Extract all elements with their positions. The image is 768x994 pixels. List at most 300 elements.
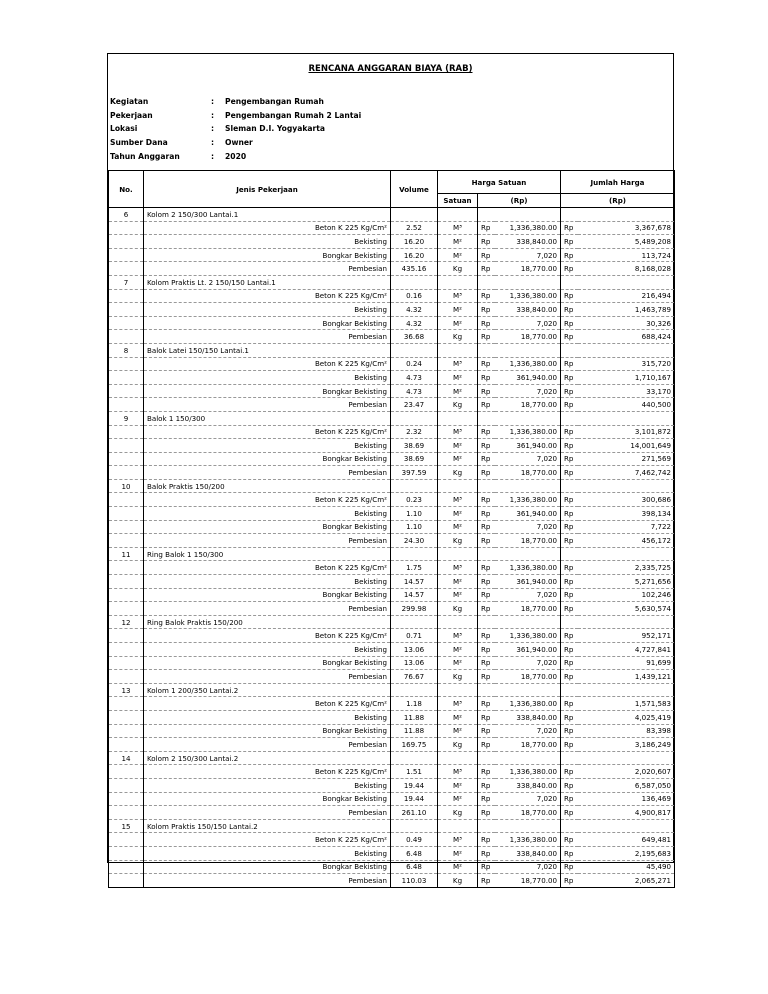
item-total: 649,481 [578,833,675,847]
item-row [109,466,675,480]
item-row [109,575,675,589]
total-rp-cell [561,411,578,425]
item-price-currency: Rp [478,833,495,847]
item-unit: M² [438,792,478,806]
price-rp-cell [478,683,495,697]
total-cell [578,683,675,697]
item-name: Bongkar Bekisting [144,588,391,602]
item-volume: 24.30 [391,534,438,548]
price-cell [495,343,561,357]
item-volume: 0.16 [391,289,438,303]
price-cell [495,479,561,493]
section-no: 12 [109,615,144,629]
item-total-currency: Rp [561,398,578,412]
item-unit-price: 18,770.00 [495,534,561,548]
price-cell [495,819,561,833]
item-price-currency: Rp [478,493,495,507]
item-no-cell [109,792,144,806]
item-no-cell [109,303,144,317]
header-jumlah-harga: Jumlah Harga [561,171,675,194]
item-total-currency: Rp [561,466,578,480]
section-row [109,819,675,833]
section-name: Kolom 1 200/350 Lantai.2 [144,683,391,697]
unit-cell [438,615,478,629]
item-volume: 1.10 [391,520,438,534]
item-unit: M² [438,846,478,860]
item-name: Beton K 225 Kg/Cm² [144,765,391,779]
item-unit-price: 1,336,380.00 [495,697,561,711]
item-unit-price: 338,840.00 [495,710,561,724]
item-total: 1,463,789 [578,303,675,317]
item-unit: M³ [438,425,478,439]
item-name: Bekisting [144,710,391,724]
item-total-currency: Rp [561,765,578,779]
item-unit: M² [438,643,478,657]
item-unit: M² [438,384,478,398]
item-total: 952,171 [578,629,675,643]
price-rp-cell [478,615,495,629]
item-price-currency: Rp [478,357,495,371]
item-unit-price: 1,336,380.00 [495,357,561,371]
item-total-currency: Rp [561,221,578,235]
item-volume: 1.10 [391,507,438,521]
section-name: Kolom 2 150/300 Lantai.2 [144,751,391,765]
item-row [109,765,675,779]
header-harga-satuan: Harga Satuan [438,171,561,194]
item-unit: M² [438,303,478,317]
section-row [109,751,675,765]
item-total: 5,271,656 [578,575,675,589]
price-cell [495,615,561,629]
item-total-currency: Rp [561,534,578,548]
item-name: Bongkar Bekisting [144,384,391,398]
item-unit-price: 7,020 [495,384,561,398]
item-total-currency: Rp [561,778,578,792]
item-volume: 2.52 [391,221,438,235]
volume-cell [391,343,438,357]
total-cell [578,751,675,765]
item-volume: 0.71 [391,629,438,643]
item-no-cell [109,248,144,262]
item-unit-price: 1,336,380.00 [495,765,561,779]
info-colon: : [211,110,215,120]
item-unit: Kg [438,806,478,820]
item-price-currency: Rp [478,697,495,711]
item-row [109,860,675,874]
item-total: 5,489,208 [578,235,675,249]
item-total-currency: Rp [561,670,578,684]
item-unit: M² [438,520,478,534]
item-total-currency: Rp [561,833,578,847]
item-total-currency: Rp [561,806,578,820]
section-no: 15 [109,819,144,833]
item-total-currency: Rp [561,860,578,874]
total-cell [578,819,675,833]
item-unit-price: 7,020 [495,792,561,806]
volume-cell [391,479,438,493]
item-row [109,670,675,684]
item-total-currency: Rp [561,643,578,657]
item-total-currency: Rp [561,330,578,344]
header-satuan: Satuan [438,194,478,208]
item-name: Beton K 225 Kg/Cm² [144,425,391,439]
item-name: Bekisting [144,778,391,792]
item-volume: 14.57 [391,575,438,589]
item-price-currency: Rp [478,710,495,724]
item-total: 3,186,249 [578,738,675,752]
item-no-cell [109,221,144,235]
item-price-currency: Rp [478,588,495,602]
item-row [109,384,675,398]
item-total: 2,020,607 [578,765,675,779]
item-price-currency: Rp [478,398,495,412]
item-total: 2,065,271 [578,874,675,888]
item-row [109,398,675,412]
item-name: Beton K 225 Kg/Cm² [144,697,391,711]
section-row [109,479,675,493]
item-name: Bekisting [144,575,391,589]
item-volume: 13.06 [391,656,438,670]
item-price-currency: Rp [478,575,495,589]
item-unit: M³ [438,221,478,235]
item-row [109,303,675,317]
item-price-currency: Rp [478,520,495,534]
item-unit-price: 7,020 [495,656,561,670]
item-name: Bekisting [144,643,391,657]
info-label: Tahun Anggaran [110,151,180,161]
item-price-currency: Rp [478,507,495,521]
item-volume: 0.24 [391,357,438,371]
item-total: 440,500 [578,398,675,412]
section-no: 10 [109,479,144,493]
item-volume: 14.57 [391,588,438,602]
item-price-currency: Rp [478,765,495,779]
item-unit-price: 18,770.00 [495,330,561,344]
item-total: 4,900,817 [578,806,675,820]
item-total-currency: Rp [561,371,578,385]
price-rp-cell [478,275,495,289]
item-unit-price: 361,940.00 [495,575,561,589]
total-rp-cell [561,547,578,561]
item-price-currency: Rp [478,561,495,575]
item-row [109,561,675,575]
item-total: 5,630,574 [578,602,675,616]
total-rp-cell [561,275,578,289]
total-cell [578,411,675,425]
item-unit: M² [438,710,478,724]
unit-cell [438,547,478,561]
item-name: Beton K 225 Kg/Cm² [144,629,391,643]
item-row [109,316,675,330]
item-no-cell [109,670,144,684]
info-label: Kegiatan [110,97,149,106]
item-name: Bongkar Bekisting [144,248,391,262]
item-volume: 38.69 [391,452,438,466]
item-no-cell [109,330,144,344]
section-name: Ring Balok 1 150/300 [144,547,391,561]
item-total: 136,469 [578,792,675,806]
item-price-currency: Rp [478,262,495,276]
item-total: 83,398 [578,724,675,738]
price-rp-cell [478,343,495,357]
item-unit: M² [438,507,478,521]
item-unit-price: 18,770.00 [495,602,561,616]
item-name: Bongkar Bekisting [144,656,391,670]
volume-cell [391,208,438,222]
section-name: Kolom 2 150/300 Lantai.1 [144,208,391,222]
item-price-currency: Rp [478,248,495,262]
total-cell [578,343,675,357]
item-price-currency: Rp [478,738,495,752]
item-row [109,439,675,453]
item-total: 113,724 [578,248,675,262]
item-no-cell [109,765,144,779]
section-row [109,615,675,629]
item-total-currency: Rp [561,629,578,643]
item-unit: M² [438,656,478,670]
item-row [109,846,675,860]
unit-cell [438,479,478,493]
info-colon: : [211,138,215,148]
item-total: 271,569 [578,452,675,466]
item-name: Bekisting [144,235,391,249]
item-total: 7,462,742 [578,466,675,480]
item-total-currency: Rp [561,656,578,670]
item-unit: M² [438,778,478,792]
item-name: Beton K 225 Kg/Cm² [144,221,391,235]
item-no-cell [109,710,144,724]
item-price-currency: Rp [478,371,495,385]
item-unit-price: 1,336,380.00 [495,425,561,439]
item-total: 3,101,872 [578,425,675,439]
total-rp-cell [561,343,578,357]
volume-cell [391,547,438,561]
item-volume: 0.23 [391,493,438,507]
volume-cell [391,411,438,425]
item-volume: 23.47 [391,398,438,412]
item-row [109,221,675,235]
item-volume: 19.44 [391,778,438,792]
item-name: Pembesian [144,670,391,684]
item-name: Pembesian [144,330,391,344]
unit-cell [438,819,478,833]
total-rp-cell [561,751,578,765]
item-price-currency: Rp [478,452,495,466]
unit-cell [438,751,478,765]
price-cell [495,683,561,697]
item-row [109,357,675,371]
item-no-cell [109,724,144,738]
total-cell [578,547,675,561]
item-unit: Kg [438,670,478,684]
item-row [109,235,675,249]
item-row [109,792,675,806]
item-unit-price: 1,336,380.00 [495,289,561,303]
item-total: 300,686 [578,493,675,507]
item-no-cell [109,656,144,670]
item-unit-price: 1,336,380.00 [495,833,561,847]
item-volume: 261.10 [391,806,438,820]
item-no-cell [109,384,144,398]
item-volume: 16.20 [391,248,438,262]
item-unit: M² [438,452,478,466]
item-unit-price: 18,770.00 [495,670,561,684]
item-price-currency: Rp [478,656,495,670]
item-no-cell [109,452,144,466]
item-no-cell [109,643,144,657]
info-label: Pekerjaan [110,110,153,120]
item-no-cell [109,874,144,888]
item-total: 6,587,050 [578,778,675,792]
item-total-currency: Rp [561,452,578,466]
item-row [109,425,675,439]
item-total-currency: Rp [561,289,578,303]
item-price-currency: Rp [478,221,495,235]
section-row [109,411,675,425]
item-unit: M² [438,248,478,262]
price-cell [495,547,561,561]
item-total: 456,172 [578,534,675,548]
item-no-cell [109,588,144,602]
item-volume: 4.73 [391,371,438,385]
item-no-cell [109,860,144,874]
item-total: 4,025,419 [578,710,675,724]
section-name: Balok 1 150/300 [144,411,391,425]
item-name: Bekisting [144,846,391,860]
total-rp-cell [561,208,578,222]
item-volume: 6.48 [391,846,438,860]
item-unit: M² [438,439,478,453]
item-unit: Kg [438,262,478,276]
item-unit-price: 361,940.00 [495,643,561,657]
item-name: Bongkar Bekisting [144,860,391,874]
section-row [109,343,675,357]
item-unit-price: 361,940.00 [495,507,561,521]
unit-cell [438,208,478,222]
item-total-currency: Rp [561,507,578,521]
rab-table [108,170,675,888]
item-price-currency: Rp [478,670,495,684]
item-volume: 169.75 [391,738,438,752]
item-price-currency: Rp [478,235,495,249]
info-value: Sleman D.I. Yogyakarta [225,124,326,134]
item-name: Bekisting [144,507,391,521]
item-total: 2,335,725 [578,561,675,575]
unit-cell [438,275,478,289]
volume-cell [391,819,438,833]
price-rp-cell [478,208,495,222]
item-unit-price: 1,336,380.00 [495,561,561,575]
item-unit-price: 7,020 [495,588,561,602]
item-price-currency: Rp [478,439,495,453]
info-label: Sumber Dana [110,138,168,148]
item-total-currency: Rp [561,846,578,860]
info-colon: : [211,97,215,106]
item-no-cell [109,371,144,385]
price-cell [495,275,561,289]
item-row [109,452,675,466]
total-cell [578,615,675,629]
section-no: 8 [109,343,144,357]
item-total-currency: Rp [561,439,578,453]
price-cell [495,751,561,765]
item-unit: M³ [438,629,478,643]
item-no-cell [109,575,144,589]
item-name: Beton K 225 Kg/Cm² [144,357,391,371]
item-name: Bongkar Bekisting [144,452,391,466]
item-total-currency: Rp [561,357,578,371]
item-total-currency: Rp [561,316,578,330]
item-total: 1,439,121 [578,670,675,684]
item-no-cell [109,493,144,507]
item-price-currency: Rp [478,466,495,480]
item-row [109,738,675,752]
item-total-currency: Rp [561,303,578,317]
header-rp-jumlah: (Rp) [561,194,675,208]
item-unit-price: 18,770.00 [495,738,561,752]
item-total-currency: Rp [561,235,578,249]
item-total: 14,001,649 [578,439,675,453]
item-total-currency: Rp [561,520,578,534]
item-volume: 110.03 [391,874,438,888]
item-no-cell [109,398,144,412]
item-price-currency: Rp [478,289,495,303]
total-cell [578,208,675,222]
item-volume: 19.44 [391,792,438,806]
item-name: Bekisting [144,371,391,385]
item-unit-price: 1,336,380.00 [495,629,561,643]
item-row [109,248,675,262]
item-unit: Kg [438,330,478,344]
item-name: Bongkar Bekisting [144,792,391,806]
item-row [109,588,675,602]
item-total: 102,246 [578,588,675,602]
item-price-currency: Rp [478,425,495,439]
section-row [109,208,675,222]
section-no: 7 [109,275,144,289]
item-unit: M³ [438,765,478,779]
item-unit: Kg [438,602,478,616]
section-name: Ring Balok Praktis 150/200 [144,615,391,629]
item-unit-price: 18,770.00 [495,466,561,480]
section-no: 13 [109,683,144,697]
item-unit: M² [438,371,478,385]
section-name: Kolom Praktis Lt. 2 150/150 Lantai.1 [144,275,391,289]
item-unit-price: 361,940.00 [495,371,561,385]
item-unit-price: 7,020 [495,860,561,874]
item-name: Pembesian [144,398,391,412]
item-no-cell [109,289,144,303]
item-unit: M³ [438,493,478,507]
item-price-currency: Rp [478,303,495,317]
item-total: 4,727,841 [578,643,675,657]
item-total-currency: Rp [561,697,578,711]
item-total-currency: Rp [561,425,578,439]
item-unit-price: 338,840.00 [495,235,561,249]
item-row [109,874,675,888]
item-total-currency: Rp [561,575,578,589]
item-name: Pembesian [144,466,391,480]
total-cell [578,479,675,493]
item-price-currency: Rp [478,778,495,792]
item-row [109,262,675,276]
price-rp-cell [478,479,495,493]
item-total: 8,168,028 [578,262,675,276]
item-no-cell [109,262,144,276]
info-colon: : [211,124,215,134]
item-total: 33,170 [578,384,675,398]
item-no-cell [109,846,144,860]
